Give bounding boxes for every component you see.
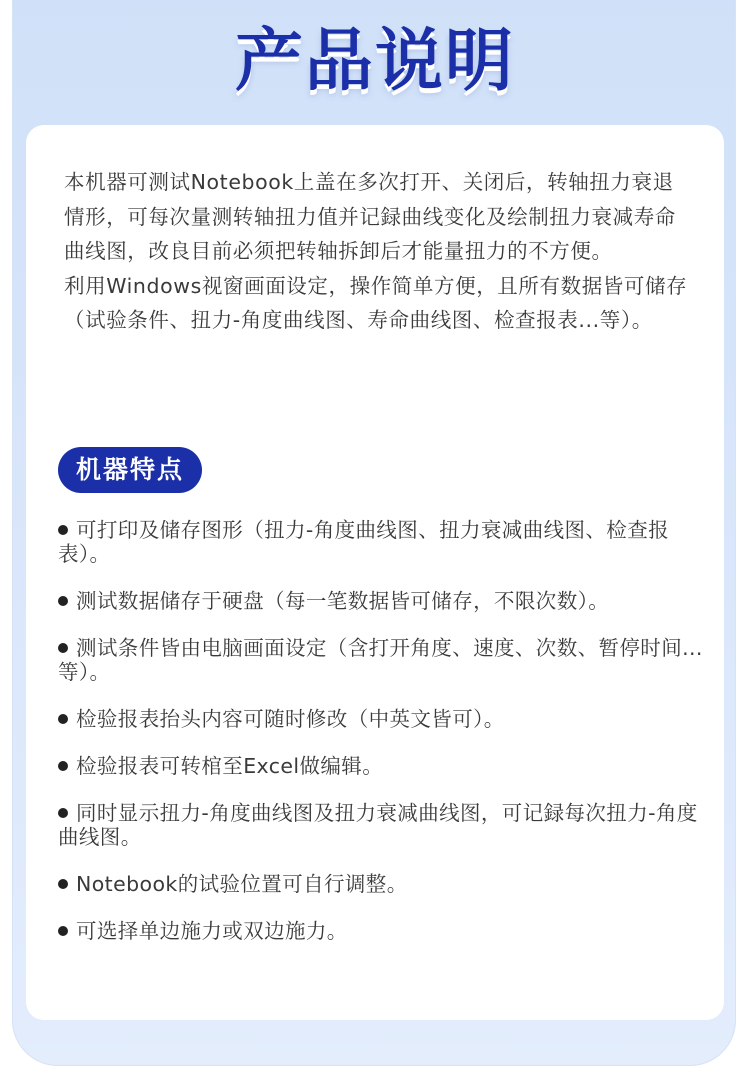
feature-text: 测试条件皆由电脑画面设定（含打开角度、速度、次数、暂停时间...等）。 xyxy=(58,636,703,684)
bullet-icon xyxy=(58,761,68,771)
feature-item xyxy=(58,707,708,731)
feature-text: 测试数据储存于硬盘（每一笔数据皆可储存，不限次数）。 xyxy=(76,589,610,613)
feature-text: 可选择单边施力或双边施力。 xyxy=(76,919,348,943)
feature-text: Notebook的试验位置可自行调整。 xyxy=(76,872,408,896)
section-title-badge: 机器特点 xyxy=(58,447,202,493)
feature-item xyxy=(58,589,708,613)
feature-text: 同时显示扭力-角度曲线图及扭力衰减曲线图，可记録每次扭力-角度曲线图。 xyxy=(58,801,698,849)
intro-text xyxy=(64,165,694,338)
feature-text: 可打印及储存图形（扭力-角度曲线图、扭力衰减曲线图、检查报表）。 xyxy=(58,518,669,566)
bullet-icon xyxy=(58,714,68,724)
feature-list xyxy=(58,518,708,966)
bullet-icon xyxy=(58,643,68,653)
feature-text: 检验报表抬头内容可随时修改（中英文皆可）。 xyxy=(76,707,505,731)
bullet-icon xyxy=(58,596,68,606)
page-title: 产品说明 xyxy=(234,22,515,101)
bullet-icon xyxy=(58,926,68,936)
bullet-icon xyxy=(58,525,68,535)
feature-text: 检验报表可转棺至Excel做编辑。 xyxy=(76,754,384,778)
feature-item xyxy=(58,754,708,778)
bullet-icon xyxy=(58,879,68,889)
feature-item xyxy=(58,801,708,849)
feature-item xyxy=(58,919,708,943)
feature-item xyxy=(58,636,708,684)
feature-item xyxy=(58,518,708,566)
content-card xyxy=(26,125,724,1020)
intro-paragraph-2: 利用Windows视窗画面设定，操作简单方便，且所有数据皆可储存（试验条件、扭力-角度曲线图、寿命曲线图、检查报表...等）。 xyxy=(64,273,688,332)
feature-item xyxy=(58,872,708,896)
intro-paragraph-1: 本机器可测试Notebook上盖在多次打开、关闭后，转轴扭力衰退情形，可每次量测转轴扭力值并记録曲线变化及绘制扭力衰减寿命曲线图，改良目前必须把转轴拆卸后才能量扭力的不方便。 xyxy=(64,170,676,263)
bullet-icon xyxy=(58,808,68,818)
